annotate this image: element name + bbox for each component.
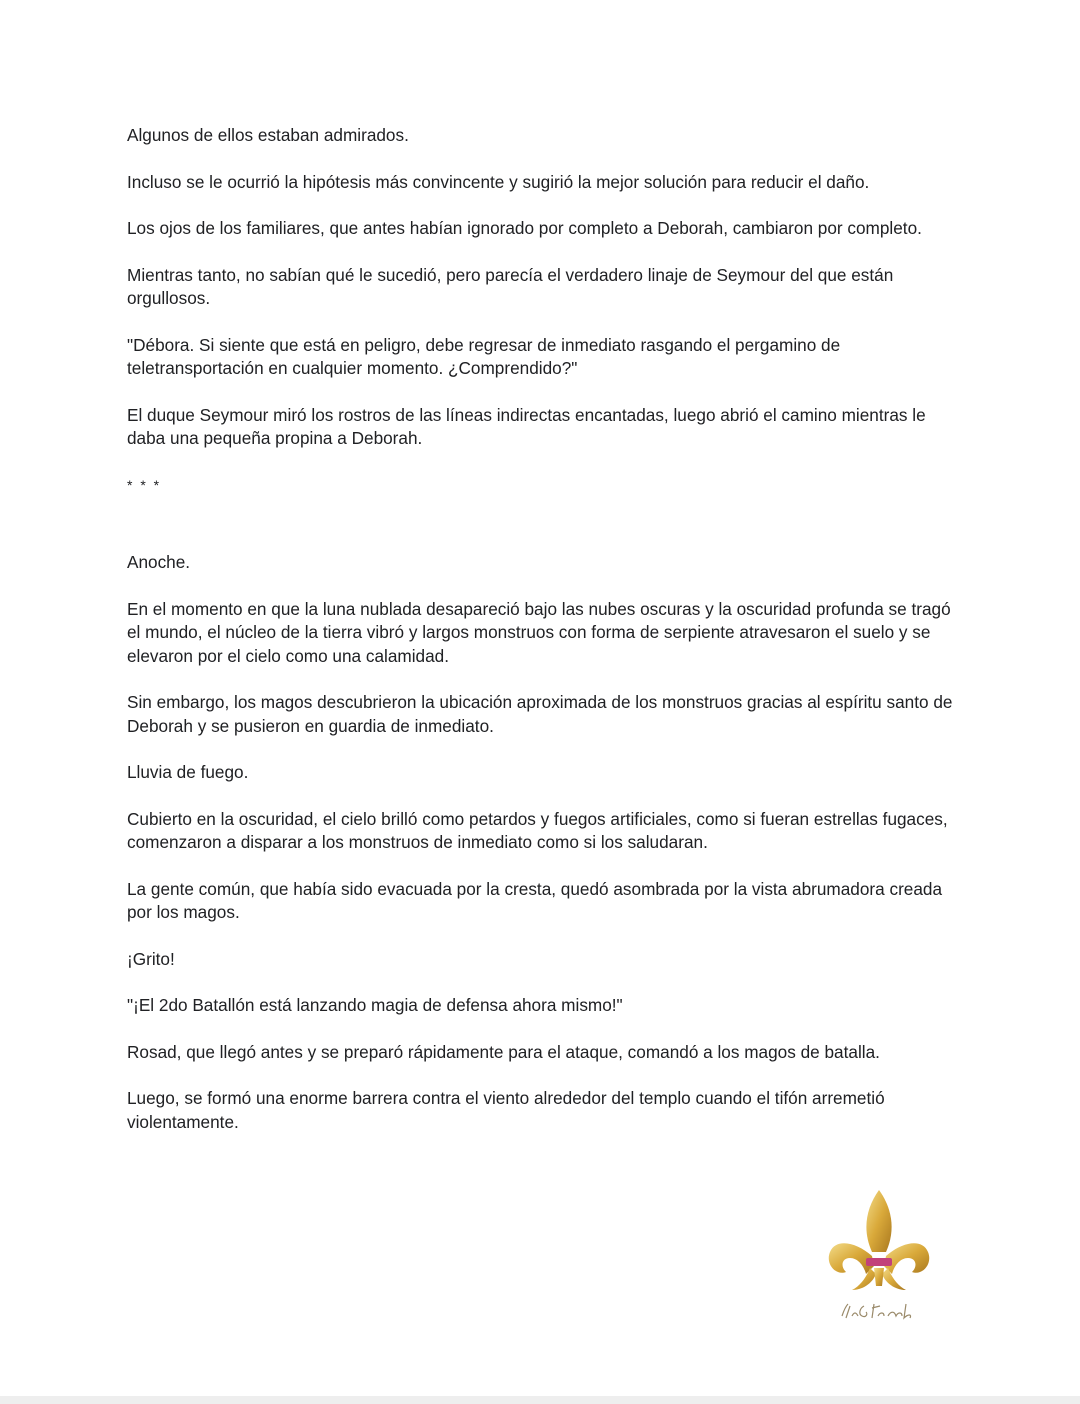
paragraph: Mientras tanto, no sabían qué le sucedió, pero parecía el verdadero linaje de Seymour del que están orgullosos.	[127, 264, 894, 308]
paragraph: Algunos de ellos estaban admirados.	[127, 125, 409, 145]
paragraph: El duque Seymour miró los rostros de las líneas indirectas encantadas, luego abrió el camino mientras le daba una pequeña propina a Deborah.	[127, 404, 926, 448]
paragraph: ¡Grito!	[127, 948, 175, 969]
page-bottom-edge	[0, 1396, 1080, 1404]
paragraph: Rosad, que llegó antes y se preparó rápidamente para el ataque, comandó a los magos de batalla.	[127, 1041, 880, 1062]
paragraph: Luego, se formó una enorme barrera contra el viento alrededor del templo cuando el tifón arremetió violentamente.	[127, 1088, 885, 1132]
section-separator: * * *	[127, 476, 162, 493]
paragraph: Lluvia de fuego.	[127, 762, 249, 782]
paragraph: Cubierto en la oscuridad, el cielo brilló como petardos y fuegos artificiales, como si fueran estrellas fugaces, comenzaron a disparar a los monstruos de inmediato como si los saludaran.	[127, 808, 948, 852]
paragraph: "¡El 2do Batallón está lanzando magia de defensa ahora mismo!"	[127, 995, 623, 1015]
paragraph: Los ojos de los familiares, que antes habían ignorado por completo a Deborah, cambiaron por completo.	[127, 218, 922, 238]
paragraph: "Débora. Si siente que está en peligro, debe regresar de inmediato rasgando el pergamino de teletransportación en cualquier momento. ¿Comprendido?"	[127, 334, 841, 378]
paragraph: Incluso se le ocurrió la hipótesis más convincente y sugirió la mejor solución para reducir el daño.	[127, 171, 870, 192]
paragraph: La gente común, que había sido evacuada por la cresta, quedó asombrada por la vista abrumadora creada por los magos.	[127, 878, 943, 922]
document-body	[127, 124, 957, 1157]
paragraph: En el momento en que la luna nublada desapareció bajo las nubes oscuras y la oscuridad profunda se tragó el mundo, el núcleo de la tierra vibró y largos monstruos con forma de serpiente atravesaron el suelo y se elevaron por el cielo como una calamidad.	[127, 598, 951, 666]
paragraph: Anoche.	[127, 552, 191, 572]
logo-signature	[838, 1296, 918, 1324]
paragraph: Sin embargo, los magos descubrieron la ubicación aproximada de los monstruos gracias al espíritu santo de Deborah y se pusieron en guardia de inmediato.	[127, 692, 953, 736]
